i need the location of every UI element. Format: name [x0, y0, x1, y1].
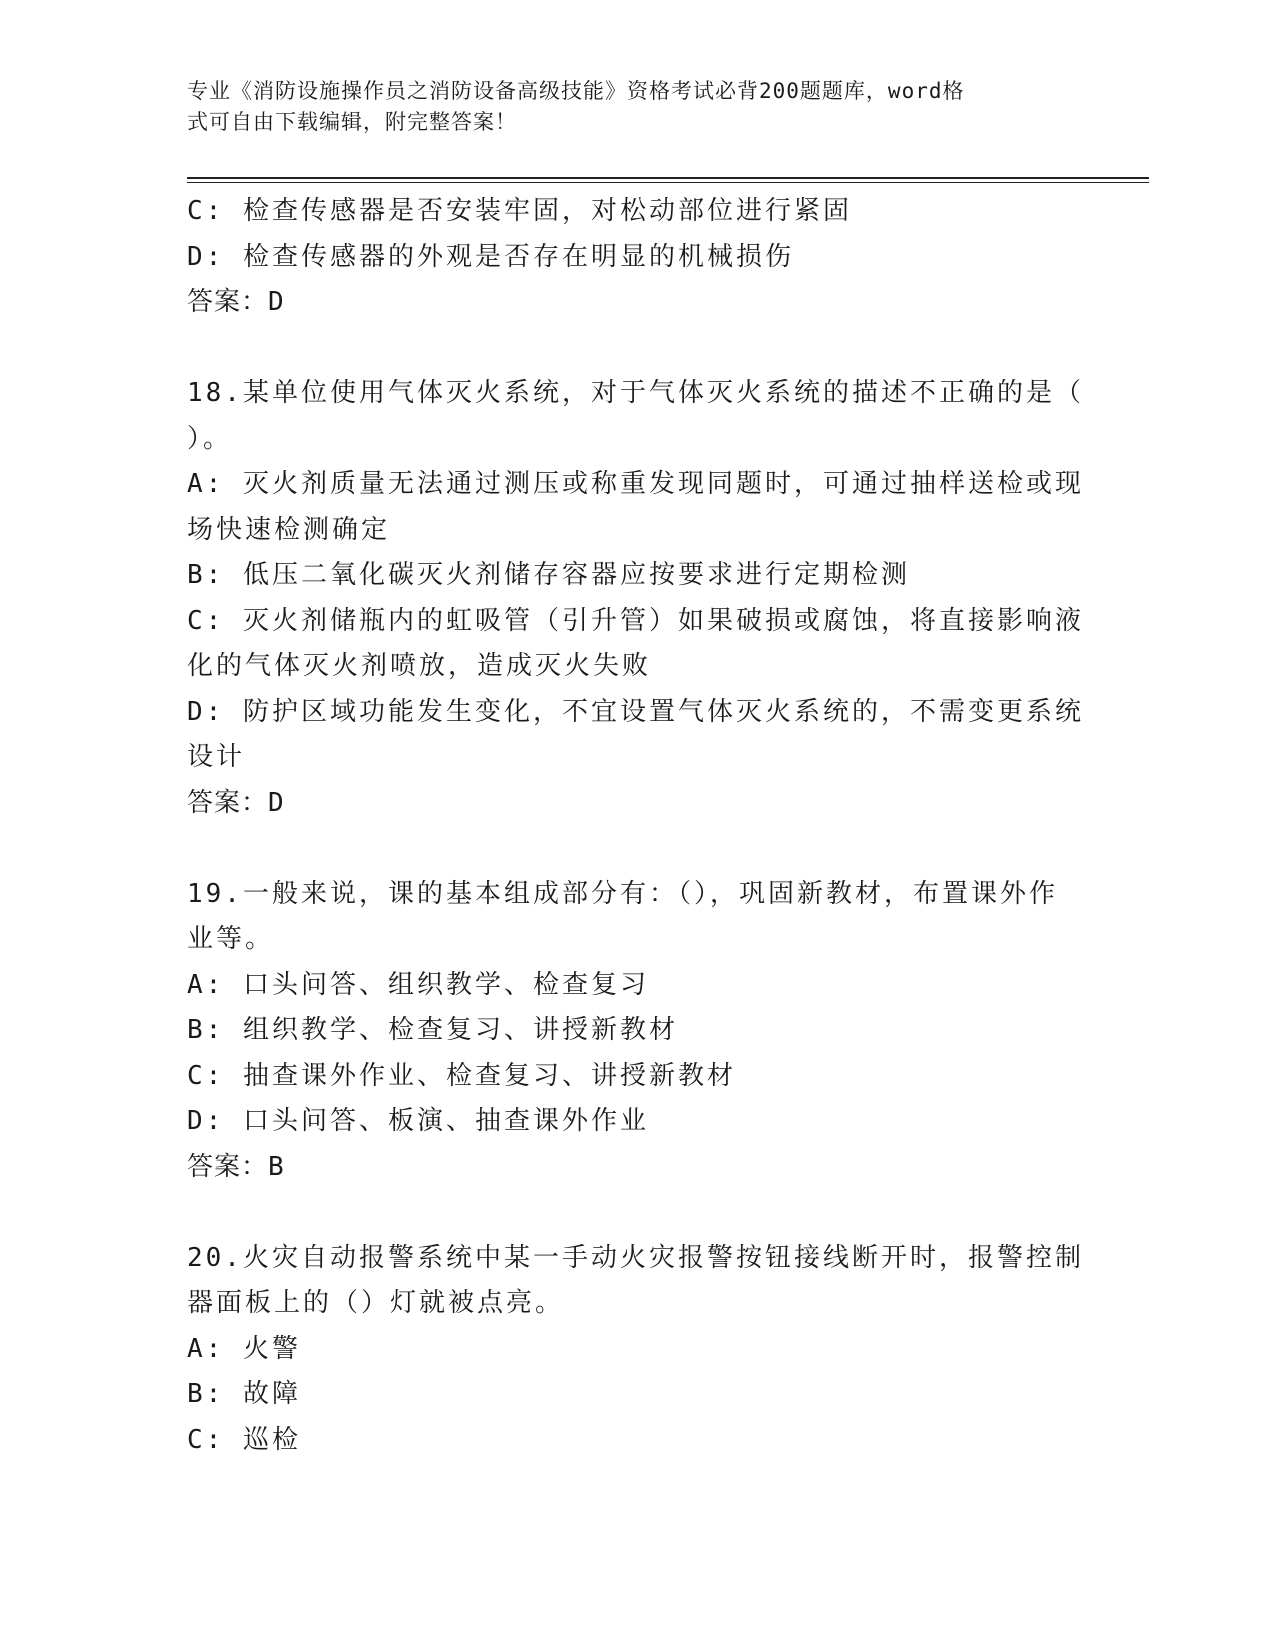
answer: 答案：D: [187, 287, 285, 317]
question-18: [187, 371, 1087, 826]
option-a-continued: 场快速检测确定: [187, 514, 391, 545]
option-d-continued: 设计: [187, 742, 246, 772]
option-c: C: 巡检: [187, 1424, 301, 1455]
question-stem: 18.某单位使用气体灭火系统，对于气体灭火系统的描述不正确的是（: [187, 378, 1084, 408]
header-line-1: 专业《消防设施操作员之消防设备高级技能》资格考试必背200题题库，word格: [187, 79, 965, 103]
document-header: [187, 76, 1067, 138]
option-a: A: 灭火剂质量无法通过测压或称重发现同题时，可通过抽样送检或现: [187, 469, 1084, 499]
answer: 答案：D: [187, 787, 285, 818]
question-stem: 19.一般来说，课的基本组成部分有：（），巩固新教材，布置课外作: [187, 878, 1058, 909]
answer: 答案：B: [187, 1151, 285, 1182]
option-d: D: 检查传感器的外观是否存在明显的机械损伤: [187, 241, 794, 272]
spacer: [187, 326, 1087, 372]
option-d: D: 防护区域功能发生变化，不宜设置气体灭火系统的，不需变更系统: [187, 696, 1084, 727]
header-divider-thick: [187, 177, 1149, 179]
option-b: B: 低压二氧化碳灭火剂储存容器应按要求进行定期检测: [187, 560, 910, 590]
question-19: [187, 872, 1087, 1191]
question-stem-continued: ）。: [187, 423, 233, 454]
option-c: C: 灭火剂储瓶内的虹吸管（引升管）如果破损或腐蚀，将直接影响液: [187, 605, 1084, 636]
question-20: [187, 1236, 1087, 1464]
spacer: [187, 826, 1087, 872]
option-a: A: 火警: [187, 1333, 301, 1364]
question-stem: 20.火灾自动报警系统中某一手动火灾报警按钮接线断开时，报警控制: [187, 1242, 1084, 1273]
option-d: D: 口头问答、板演、抽查课外作业: [187, 1106, 649, 1136]
option-a: A: 口头问答、组织教学、检查复习: [187, 969, 649, 1000]
spacer: [187, 1190, 1087, 1236]
question-stem-continued: 器面板上的（）灯就被点亮。: [187, 1288, 565, 1318]
previous-question-tail: [187, 189, 1087, 326]
question-stem-continued: 业等。: [187, 924, 275, 954]
option-c-continued: 化的气体灭火剂喷放，造成灭火失败: [187, 651, 652, 681]
option-c: C: 检查传感器是否安装牢固，对松动部位进行紧固: [187, 196, 852, 226]
header-divider-thin: [187, 182, 1149, 183]
option-b: B: 组织教学、检查复习、讲授新教材: [187, 1015, 678, 1045]
option-b: B: 故障: [187, 1379, 301, 1409]
question-content: [187, 189, 1087, 1463]
header-line-2: 式可自由下载编辑，附完整答案！: [187, 110, 517, 134]
option-c: C: 抽查课外作业、检查复习、讲授新教材: [187, 1060, 736, 1091]
